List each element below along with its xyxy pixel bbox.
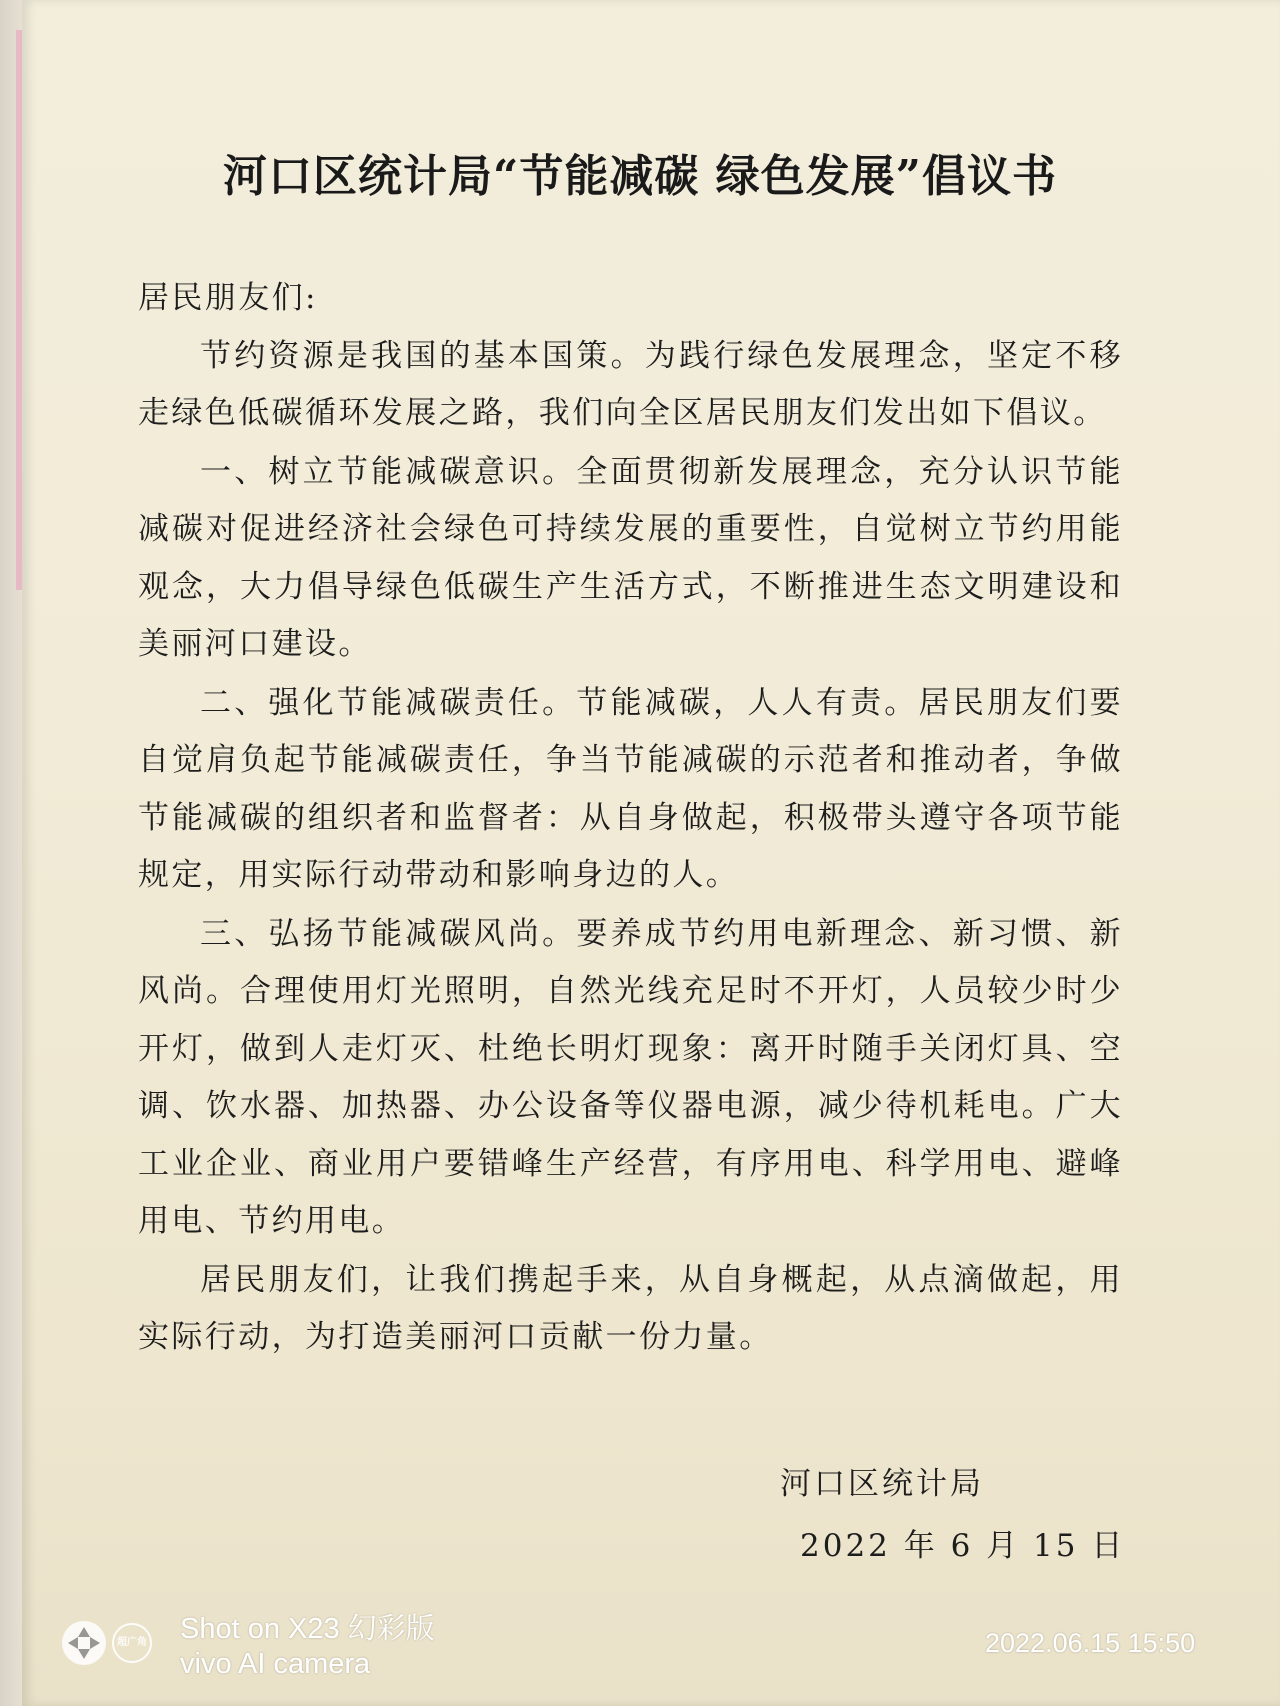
paragraph-closing: 居民朋友们，让我们携起手来，从自身概起，从点滴做起，用实际行动，为打造美丽河口贡献一份力量。 bbox=[138, 1261, 1123, 1355]
camera-mode-badge: 超广角 bbox=[112, 1623, 152, 1663]
signature-date: 2022 年 6 月 15 日 bbox=[800, 1528, 1126, 1564]
capture-timestamp: 2022.06.15 15:50 bbox=[985, 1628, 1196, 1658]
paragraph-two: 二、强化节能减碳责任。节能减碳，人人有责。居民朋友们要自觉肩负起节能减碳责任，争当节能减碳的示范者和推动者，争做节能减碳的组织者和监督者：从自身做起，积极带头遵守各项节能规定，用实际行动带动和影响身边的人。 bbox=[138, 684, 1123, 893]
camera-watermark bbox=[180, 1612, 435, 1682]
paragraph-three: 三、弘扬节能减碳风尚。要养成节约用电新理念、新习惯、新风尚。合理使用灯光照明，自然光线充足时不开灯，人员较少时少开灯，做到人走灯灭、杜绝长明灯现象：离开时随手关闭灯具、空调、饮水器、加热器、办公设备等仪器电源，减少待机耗电。广大工业企业、商业用户要错峰生产经营，有序用电、科学用电、避峰用电、节约用电。 bbox=[138, 915, 1123, 1239]
salutation: 居民朋友们: bbox=[138, 280, 318, 316]
signature-org: 河口区统计局 bbox=[780, 1466, 984, 1502]
document-title: 河口区统计局“节能减碳 绿色发展”倡议书 bbox=[223, 151, 1057, 202]
camera-watermark-line2: vivo AI camera bbox=[180, 1648, 371, 1680]
paragraph-intro: 节约资源是我国的基本国策。为践行绿色发展理念，坚定不移走绿色低碳循环发展之路，我们向全区居民朋友们发出如下倡议。 bbox=[138, 337, 1123, 431]
aperture-icon bbox=[62, 1621, 106, 1665]
paragraph-one: 一、树立节能减碳意识。全面贯彻新发展理念，充分认识节能减碳对促进经济社会绿色可持续发展的重要性，自觉树立节约用能观念，大力倡导绿色低碳生产生活方式，不断推进生态文明建设和美丽河口建设。 bbox=[138, 453, 1123, 662]
document-body bbox=[138, 270, 1123, 1367]
camera-watermark-line1: Shot on X23 幻彩版 bbox=[180, 1613, 435, 1645]
